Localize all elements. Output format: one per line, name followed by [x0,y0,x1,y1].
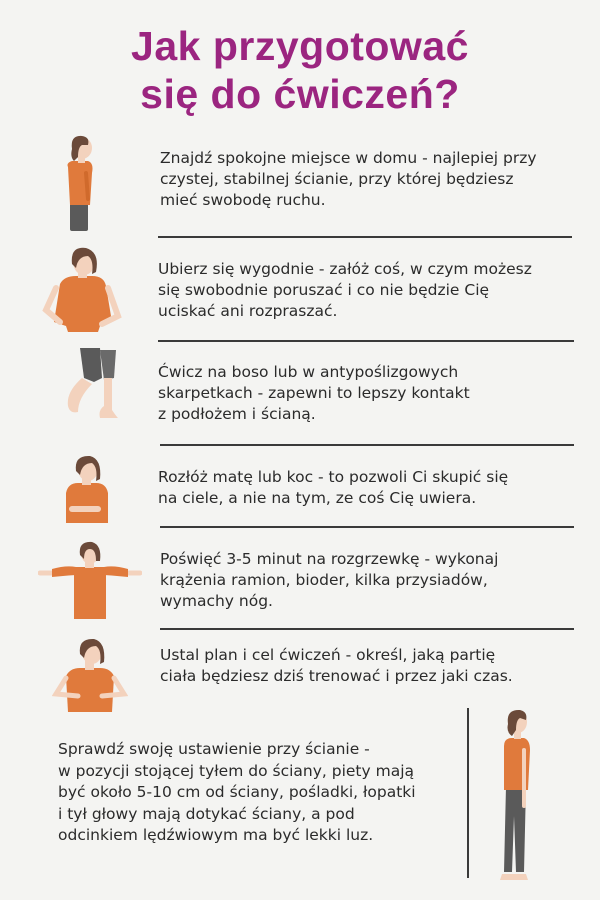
woman-arms-outstretched-icon [38,541,142,621]
step-1-text: Znajdź spokojne miejsce w domu - najlepiej przy czystej, stabilnej ścianie, przy której będziesz mieć swobodę ruchu. [160,149,537,209]
step-4-text: Rozłóż matę lub koc - to pozwoli Ci skupić się na ciele, a nie na tym, ze coś Cię uwiera. [158,468,509,507]
divider [160,444,574,446]
woman-arms-on-hips-icon [42,244,122,336]
step-6-text: Ustal plan i cel ćwiczeń - określ, jaką partię ciała będziesz dziś trenować i przez jaki czas. [160,646,513,685]
step-2-text: Ubierz się wygodnie - załóż coś, w czym możesz się swobodnie poruszać i co nie będzie Cię uciskać ani rozpraszać. [158,260,532,320]
woman-full-body-side-icon [494,706,538,882]
title-line-2: się do ćwiczeń? [140,71,460,117]
woman-hands-on-waist-icon [52,636,128,714]
divider [158,340,574,342]
vertical-divider [467,708,469,878]
page-title [0,22,600,118]
step-3-text: Ćwicz na boso lub w antypoślizgowych skarpetkach - zapewni to lepszy kontakt z podłożem i ścianą. [158,363,470,423]
divider [158,236,572,238]
barefoot-legs-icon [60,348,122,422]
divider [160,628,574,630]
wall-position-text: Sprawdź swoję ustawienie przy ścianie - w pozycji stojącej tyłem do ściany, piety mają być około 5-10 cm od ściany, pośladki, łopatki i tył głowy mają dotykać ściany, a pod odcinkiem lędźwiowym ma być lekki luz. [58,740,416,844]
woman-hand-on-chest-icon [62,453,112,525]
step-5-text: Poświęć 3-5 minut na rozgrzewkę - wykonaj krążenia ramion, bioder, kilka przysiadów, wymachy nóg. [160,550,499,610]
woman-standing-side-icon [58,133,108,233]
title-line-1: Jak przygotować [131,23,469,69]
divider [160,526,574,528]
